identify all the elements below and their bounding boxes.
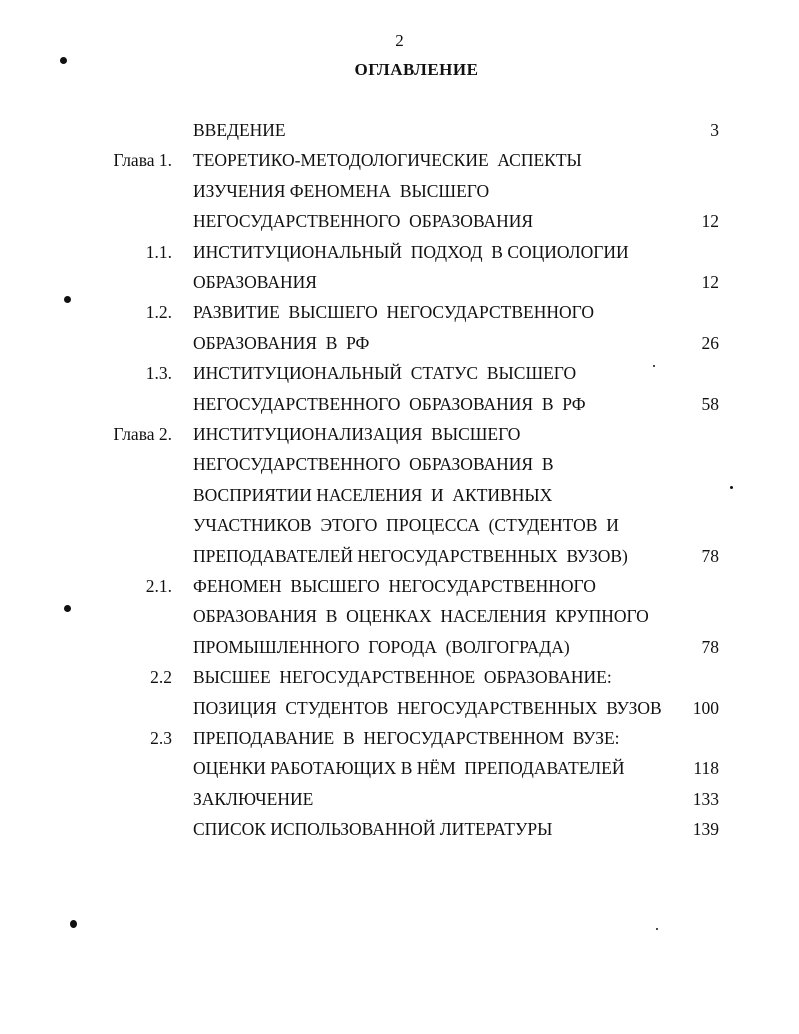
toc-entry-text: ИНСТИТУЦИОНАЛИЗАЦИЯ ВЫСШЕГО [193, 424, 521, 444]
toc-entry-text: ПРЕПОДАВАТЕЛЕЙ НЕГОСУДАРСТВЕННЫХ ВУЗОВ) [193, 545, 628, 566]
toc-entry-text: ИЗУЧЕНИЯ ФЕНОМЕНА ВЫСШЕГО [193, 180, 490, 201]
toc-line [0, 572, 799, 600]
toc-entry-text: ИНСТИТУЦИОНАЛЬНЫЙ СТАТУС ВЫСШЕГО [193, 363, 577, 384]
toc-entry-text: ПОЗИЦИЯ СТУДЕНТОВ НЕГОСУДАРСТВЕННЫХ ВУЗОВ [193, 697, 662, 718]
toc-line [0, 146, 799, 174]
toc-entry-text: ВВЕДЕНИЕ [193, 120, 286, 140]
toc-entry-number: 2.2 [150, 667, 172, 688]
toc-line [0, 724, 799, 752]
toc-line [0, 298, 799, 326]
toc-entry-page: 78 [701, 636, 719, 657]
toc-entry-text: ПРОМЫШЛЕННОГО ГОРОДА (ВОЛГОГРАДА) [193, 636, 570, 657]
toc-entry-number: 2.3 [150, 728, 172, 748]
page-number: 2 [395, 31, 404, 50]
toc-entry-text: ОБРАЗОВАНИЯ [193, 272, 317, 292]
toc-entry-page: 100 [692, 697, 719, 718]
toc-entry-page: 12 [701, 272, 719, 292]
toc-entry-page: 133 [692, 788, 719, 809]
toc-entry-text: ОБРАЗОВАНИЯ В ОЦЕНКАХ НАСЕЛЕНИЯ КРУПНОГО [193, 606, 649, 627]
toc-entry-text: ВЫСШЕЕ НЕГОСУДАРСТВЕННОЕ ОБРАЗОВАНИЕ: [193, 667, 612, 688]
scan-speck [64, 605, 71, 612]
toc-line [0, 785, 799, 813]
toc-entry-page: 12 [701, 211, 719, 232]
scan-speck [60, 57, 67, 64]
toc-line [0, 238, 799, 266]
toc-line [0, 329, 799, 357]
toc-entry-page: 139 [692, 819, 719, 840]
toc-entry-page: 78 [701, 545, 719, 566]
toc-entry-page: 118 [693, 758, 719, 779]
scan-speck [656, 928, 658, 930]
toc-line [0, 815, 799, 843]
toc-line [0, 420, 799, 448]
toc-entry-text: ОБРАЗОВАНИЯ В РФ [193, 332, 370, 353]
toc-entry-text: ЗАКЛЮЧЕНИЕ [193, 788, 314, 809]
toc-line [0, 116, 799, 144]
toc-entry-text: ИНСТИТУЦИОНАЛЬНЫЙ ПОДХОД В СОЦИОЛОГИИ [193, 241, 629, 262]
scan-speck [70, 920, 77, 928]
scan-speck [730, 486, 733, 489]
toc-line [0, 450, 799, 478]
toc-title: ОГЛАВЛЕНИЕ [354, 60, 479, 79]
toc-entry-number: Глава 1. [113, 150, 172, 171]
toc-line [0, 694, 799, 722]
toc-line [0, 390, 799, 418]
toc-line [0, 663, 799, 691]
toc-entry-text: ОЦЕНКИ РАБОТАЮЩИХ В НЁМ ПРЕПОДАВАТЕЛЕЙ [193, 758, 625, 779]
toc-entry-number: Глава 2. [113, 424, 172, 444]
toc-line [0, 633, 799, 661]
toc-line [0, 207, 799, 235]
toc-entry-text: НЕГОСУДАРСТВЕННОГО ОБРАЗОВАНИЯ [193, 211, 534, 232]
toc-entry-text: УЧАСТНИКОВ ЭТОГО ПРОЦЕССА (СТУДЕНТОВ И [193, 515, 619, 536]
toc-line [0, 481, 799, 509]
toc-entry-number: 1.3. [145, 363, 172, 384]
toc-line [0, 754, 799, 782]
toc-entry-text: РАЗВИТИЕ ВЫСШЕГО НЕГОСУДАРСТВЕННОГО [193, 302, 594, 323]
toc-entry-text: НЕГОСУДАРСТВЕННОГО ОБРАЗОВАНИЯ В РФ [193, 393, 586, 414]
toc-line [0, 268, 799, 296]
toc-entry-page: 58 [701, 393, 719, 414]
toc-entry-number: 1.1. [145, 241, 172, 262]
toc-line [0, 359, 799, 387]
toc-line [0, 511, 799, 539]
toc-line [0, 602, 799, 630]
toc-entry-text: СПИСОК ИСПОЛЬЗОВАННОЙ ЛИТЕРАТУРЫ [193, 819, 553, 840]
toc-line [0, 542, 799, 570]
toc-entry-page: 3 [710, 120, 719, 140]
toc-entry-number: 2.1. [145, 576, 172, 596]
toc-entry-text: ТЕОРЕТИКО-МЕТОДОЛОГИЧЕСКИЕ АСПЕКТЫ [193, 150, 582, 171]
toc-entry-number: 1.2. [145, 302, 172, 323]
toc-line [0, 177, 799, 205]
toc-entry-text: ФЕНОМЕН ВЫСШЕГО НЕГОСУДАРСТВЕННОГО [193, 576, 596, 596]
toc-entry-text: НЕГОСУДАРСТВЕННОГО ОБРАЗОВАНИЯ В [193, 454, 554, 475]
toc-entry-page: 26 [701, 332, 719, 353]
toc-entry-text: ВОСПРИЯТИИ НАСЕЛЕНИЯ И АКТИВНЫХ [193, 484, 553, 505]
scan-speck [64, 296, 71, 303]
toc-entry-text: ПРЕПОДАВАНИЕ В НЕГОСУДАРСТВЕННОМ ВУЗЕ: [193, 728, 620, 748]
scan-speck [653, 365, 655, 367]
